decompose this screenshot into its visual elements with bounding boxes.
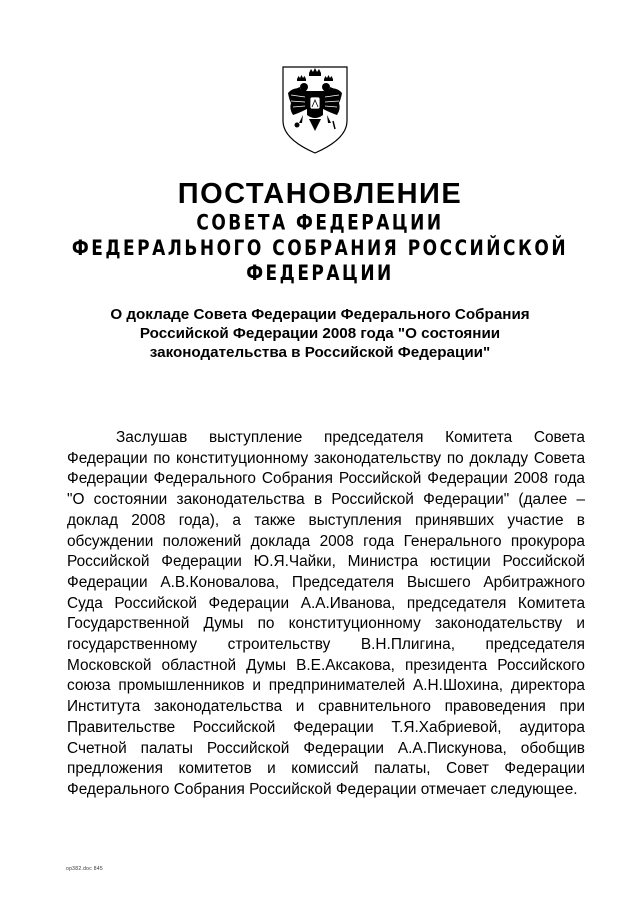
body-paragraph: Заслушав выступление председателя Комитета Совета Федерации по конституционному законодательству по докладу Совета Федерации Федерального Собрания Российской Федерации 2008 года "О состоянии законодательства в Российской Федерации" (далее – доклад 2008 года), а также выступления принявших участие в обсуждении положений доклада 2008 года Генерального прокурора Российской Федерации Ю.Я.Чайки, Министра юстиции Российской Федерации А.В.Коновалова, Председателя Высшего Арбитражного Суда Российской Федерации А.А.Иванова, председателя Комитета Государственной Думы по конституционному законодательству и государственному строительству В.Н.Плигина, председателя Московской областной Думы В.Е.Аксакова, президента Российского союза промышленников и предпринимателей А.Н.Шохина, директора Института законодательства и сравнительного правоведения при Правительстве Российской Федерации Т.Я.Хабриевой, аудитора Счетной палаты Российской Федерации А.А.Пискунова, обобщив предложения комитетов и комиссий палаты, Совет Федерации Федерального Собрания Российской Федерации отмечает следующее. — [67, 429, 585, 798]
footer-file-code: op382.doc 845 — [66, 866, 103, 872]
coat-of-arms-icon — [279, 63, 351, 155]
document-title: ПОСТАНОВЛЕНИЕ — [177, 178, 463, 210]
document-subject: О докладе Совета Федерации Федерального Собрания Российской Федерации 2008 года "О состоянии законодательства в Российской Федерации" — [110, 306, 530, 361]
issuer-line-2: ФЕДЕРАЛЬНОГО СОБРАНИЯ РОССИЙСКОЙ ФЕДЕРАЦИИ — [71, 236, 569, 286]
issuer-line-1: СОВЕТА ФЕДЕРАЦИИ — [196, 210, 444, 236]
